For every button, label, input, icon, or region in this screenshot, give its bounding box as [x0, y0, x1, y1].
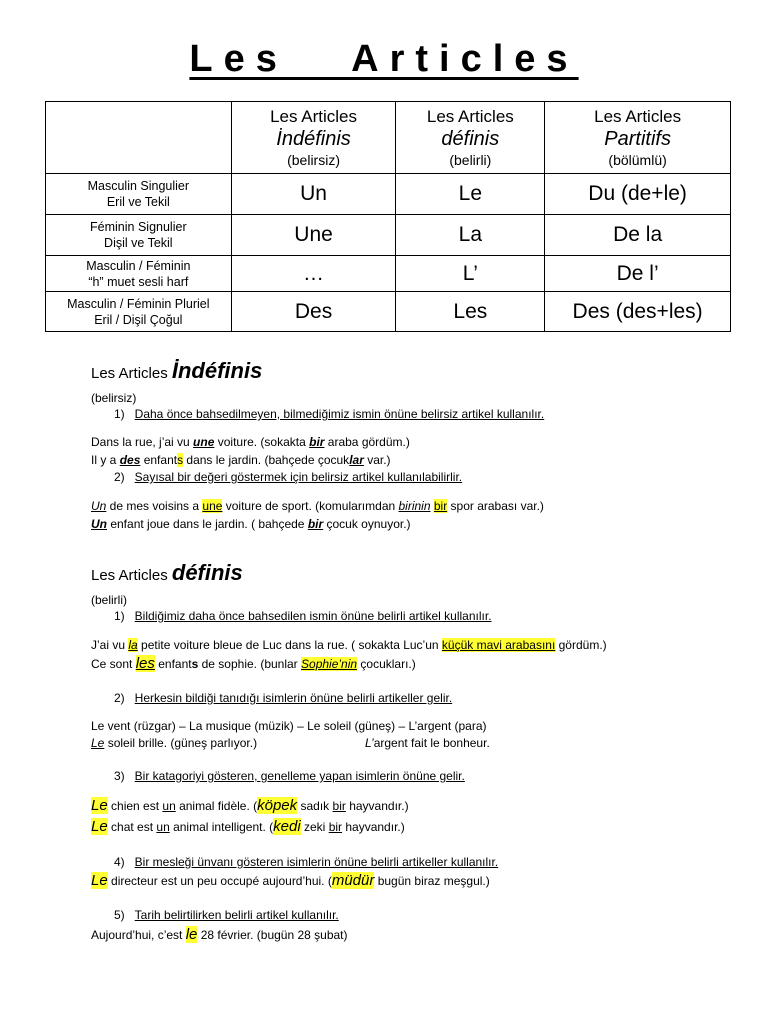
- row-label: [46, 292, 232, 332]
- heading-prefix: Les Articles: [91, 365, 172, 382]
- article: Un: [91, 499, 107, 513]
- section-heading-definis: [91, 560, 243, 586]
- article: Le: [91, 736, 105, 750]
- rule-text: Daha önce bahsedilmeyen, bilmediğimiz ismin önüne belirsiz artikel kullanılır.: [134, 407, 545, 421]
- cell-indefinis: Un: [231, 174, 396, 215]
- text: soleil brille. (güneş parlıyor.): [104, 736, 258, 750]
- rule-1: [114, 608, 492, 624]
- rule-number: 1): [114, 609, 125, 623]
- highlight: bir: [433, 499, 448, 513]
- cell-indefinis: Une: [231, 215, 396, 256]
- text: araba gördüm.): [324, 435, 410, 449]
- text: chien est: [107, 799, 163, 813]
- text: Aujourd’hui, c’est: [91, 928, 186, 942]
- rule-number: 3): [114, 769, 125, 783]
- text: voiture de sport. (komularımdan: [222, 499, 399, 513]
- table-header-row: [46, 102, 731, 174]
- cell-partitifs: De l’: [545, 256, 731, 292]
- text: bugün biraz meşgul.): [374, 874, 490, 888]
- example-line: [91, 927, 348, 943]
- word: birinin: [398, 499, 431, 513]
- table-row: [46, 256, 731, 292]
- example-line: [91, 452, 391, 468]
- text: chat est: [107, 820, 157, 834]
- text: sadık: [297, 799, 333, 813]
- example-line: Le vent (rüzgar) – La musique (müzik) – Le soleil (güneş) – L’argent (para): [91, 719, 487, 733]
- text: 28 février. (bugün 28 şubat): [197, 928, 348, 942]
- row-label-fr: Féminin Signulier: [90, 220, 187, 234]
- header-label: Les Articles: [426, 106, 514, 126]
- text: petite voiture bleue de Luc dans la rue. ( sokakta Luc’un: [137, 638, 442, 652]
- example-line: [91, 798, 409, 814]
- text: enfant: [140, 453, 178, 467]
- example-line: [91, 873, 490, 889]
- text: enfant: [154, 657, 192, 671]
- highlight: s: [177, 453, 184, 467]
- row-label-tr: “h” muet sesli harf: [88, 274, 189, 289]
- text: çocukları.): [357, 657, 416, 671]
- row-label: [46, 174, 232, 215]
- highlight: Le: [91, 872, 108, 889]
- row-label: [46, 215, 232, 256]
- text: directeur est un peu occupé aujourd’hui. (: [107, 874, 332, 888]
- cell-indefinis: Des: [231, 292, 396, 332]
- section-subtitle: (belirsiz): [91, 391, 137, 405]
- row-label: [46, 256, 232, 292]
- header-translation: (belirsiz): [287, 151, 340, 168]
- article: un: [162, 799, 176, 813]
- header-title: İndéfinis: [276, 127, 351, 150]
- article: bir: [309, 435, 325, 449]
- row-label-fr: Masculin / Féminin Pluriel: [67, 296, 210, 311]
- article: des: [119, 453, 141, 467]
- text: de sophie. (bunlar: [198, 657, 302, 671]
- table-row: [46, 174, 731, 215]
- table-corner-cell: [46, 102, 232, 174]
- row-label-fr: Masculin Singulier: [87, 179, 190, 193]
- cell-definis: Le: [396, 174, 545, 215]
- article: bir: [307, 517, 324, 531]
- text: spor arabası var.): [447, 499, 544, 513]
- text: hayvandır.): [345, 799, 409, 813]
- row-label-tr: Dişil ve Tekil: [104, 236, 173, 250]
- heading-prefix: Les Articles: [91, 567, 172, 584]
- header-definis: [396, 102, 545, 174]
- example-line: [91, 516, 411, 532]
- section-heading-indefinis: [91, 358, 262, 384]
- rule-5: [114, 907, 339, 923]
- example-line: [91, 735, 490, 751]
- rule-3: [114, 768, 465, 784]
- highlight: Sophie’nin: [301, 657, 358, 671]
- cell-definis: L’: [396, 256, 545, 292]
- example-line: [91, 656, 416, 672]
- row-label-fr: Masculin / Féminin: [86, 258, 191, 273]
- rule-number: 4): [114, 855, 125, 869]
- rule-text: Tarih belirtilirken belirli artikel kullanılır.: [134, 908, 339, 922]
- text: çocuk oynuyor.): [323, 517, 411, 531]
- cell-definis: La: [396, 215, 545, 256]
- text: gördüm.): [555, 638, 607, 652]
- article: Un: [91, 517, 107, 531]
- text: J’ai vu: [91, 638, 129, 652]
- cell-partitifs: Du (de+le): [545, 174, 731, 215]
- example-line: [91, 434, 410, 450]
- text: voiture. (sokakta: [214, 435, 310, 449]
- cell-partitifs: Des (des+les): [545, 292, 731, 332]
- heading-emphasis: définis: [171, 560, 243, 585]
- rule-2: [114, 690, 452, 706]
- highlight: kedi: [273, 818, 301, 835]
- rule-text: Bir katagoriyi gösteren, genelleme yapan isimlerin önüne gelir.: [134, 769, 465, 783]
- suffix: s: [191, 657, 199, 671]
- row-label-tr: Eril ve Tekil: [106, 195, 170, 209]
- text: Il y a: [91, 453, 120, 467]
- table-row: [46, 292, 731, 332]
- highlight: küçük mavi arabasını: [441, 638, 556, 652]
- text: Ce sont: [91, 657, 136, 671]
- highlight: Le: [91, 818, 108, 835]
- header-translation: (belirli): [449, 151, 492, 168]
- text: enfant joue dans le jardin. ( bahçede: [107, 517, 308, 531]
- text: hayvandır.): [342, 820, 405, 834]
- text: var.): [363, 453, 391, 467]
- text: Dans la rue, j’ai vu: [91, 435, 194, 449]
- text: de mes voisins a: [106, 499, 203, 513]
- row-label-tr: Eril / Dişil Çoğul: [94, 312, 183, 327]
- suffix: lar: [349, 453, 364, 467]
- rule-text: Herkesin bildiği tanıdığı isimlerin önüne belirli artikeller gelir.: [134, 691, 453, 705]
- page-title: Les Articles: [189, 38, 579, 80]
- header-partitifs: [545, 102, 731, 174]
- header-label: Les Articles: [594, 106, 682, 126]
- heading-emphasis: İndéfinis: [171, 358, 263, 383]
- header-label: Les Articles: [270, 106, 358, 126]
- example-line: [91, 819, 405, 835]
- text: animal fidèle. (: [175, 799, 258, 813]
- text: animal intelligent. (: [169, 820, 274, 834]
- text: argent fait le bonheur.: [373, 736, 490, 750]
- example-line: [91, 498, 544, 514]
- header-translation: (bölümlü): [608, 151, 667, 168]
- highlight: une: [202, 499, 223, 513]
- rule-text: Bildiğimiz daha önce bahsedilen ismin önüne belirli artikel kullanılır.: [134, 609, 492, 623]
- article: bir: [328, 820, 343, 834]
- header-indefinis: [231, 102, 396, 174]
- section-subtitle: (belirli): [91, 593, 127, 607]
- article: bir: [332, 799, 346, 813]
- cell-definis: Les: [396, 292, 545, 332]
- example-right: [365, 735, 490, 751]
- cell-partitifs: De la: [545, 215, 731, 256]
- highlight: müdür: [331, 872, 375, 889]
- rule-text: Bir mesleği ünvanı gösteren isimlerin önüne belirli artikeller kullanılır.: [134, 855, 499, 869]
- article: un: [156, 820, 170, 834]
- article: L’: [365, 736, 374, 750]
- text: zeki: [300, 820, 329, 834]
- cell-indefinis: …: [231, 256, 396, 292]
- highlight: Le: [91, 797, 108, 814]
- rule-text: Sayısal bir değeri göstermek için belirsiz artikel kullanılabilirlir.: [134, 470, 463, 484]
- example-line: [91, 637, 607, 653]
- rule-number: 5): [114, 908, 125, 922]
- articles-table: [45, 101, 731, 332]
- rule-1: [114, 406, 544, 422]
- table-row: [46, 215, 731, 256]
- rule-number: 2): [114, 691, 125, 705]
- rule-number: 1): [114, 407, 125, 421]
- header-title: définis: [441, 127, 500, 150]
- text: dans le jardin. (bahçede çocuk: [183, 453, 350, 467]
- highlight: köpek: [257, 797, 298, 814]
- rule-number: 2): [114, 470, 125, 484]
- highlight: les: [135, 655, 155, 672]
- rule-4: [114, 854, 498, 870]
- article: une: [193, 435, 215, 449]
- header-title: Partitifs: [604, 127, 671, 150]
- highlight: le: [185, 926, 198, 943]
- highlight: la: [128, 638, 138, 652]
- rule-2: [114, 469, 462, 485]
